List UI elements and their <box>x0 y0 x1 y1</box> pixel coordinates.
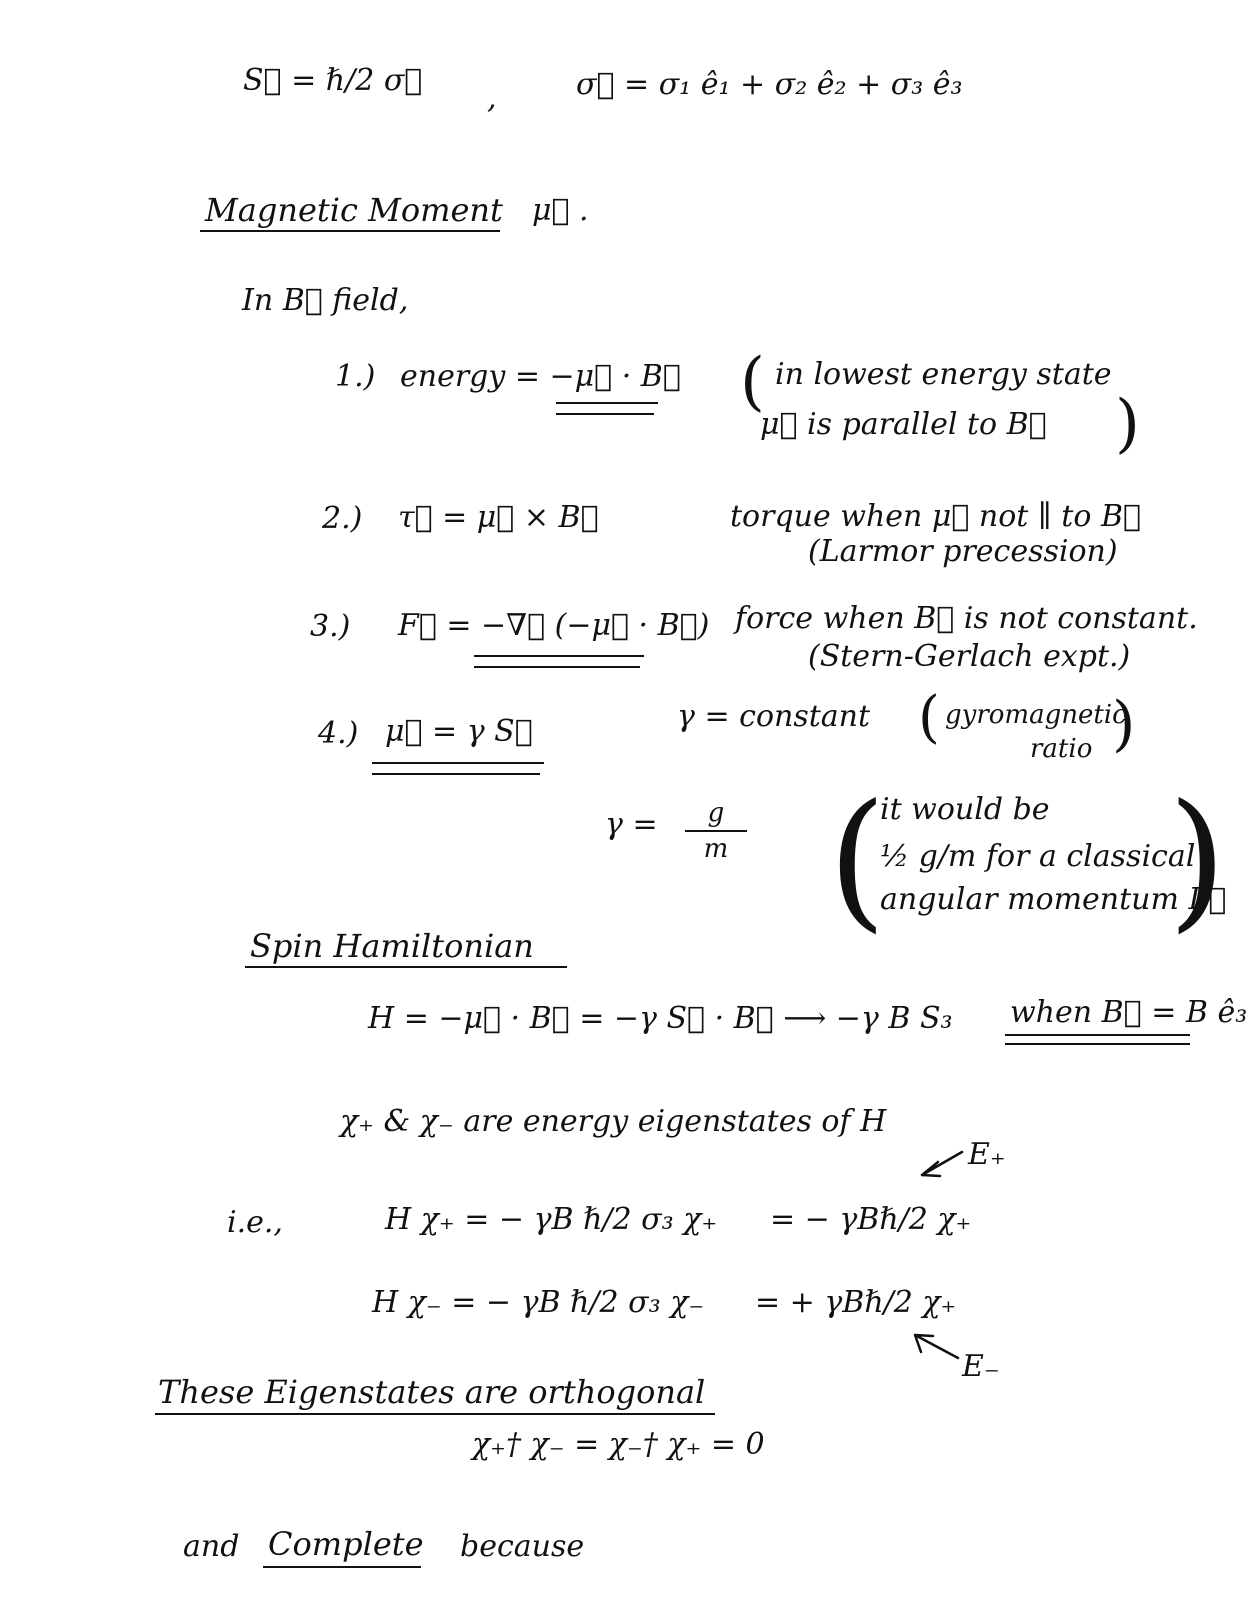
spin-hamiltonian-condition-underline-bottom <box>1005 1043 1190 1045</box>
separator-comma: , <box>487 81 497 116</box>
eigenstates-statement: χ₊ & χ₋ are energy eigenstates of H <box>340 1104 887 1139</box>
gamma-fraction <box>685 800 747 862</box>
orthogonal-underline <box>155 1413 715 1415</box>
spin-hamiltonian-heading: Spin Hamiltonian <box>250 927 534 965</box>
magnetic-moment-underline <box>200 230 500 232</box>
orthogonal-equation: χ₊† χ₋ = χ₋† χ₊ = 0 <box>472 1427 765 1462</box>
eigen-eq2-rhs: = + γBℏ/2 χ₊ <box>755 1285 957 1320</box>
eigen-eq1-lhs: H χ₊ = − γB ℏ/2 σ₃ χ₊ <box>385 1202 718 1237</box>
item-4-underline-bottom <box>372 773 540 775</box>
item-1-note-open-paren: ( <box>740 345 765 419</box>
item-2-note-line2: (Larmor precession) <box>808 534 1118 569</box>
eigen-eq2-lhs: H χ₋ = − γB ℏ/2 σ₃ χ₋ <box>372 1285 705 1320</box>
gamma-note-line1: it would be <box>880 792 1050 827</box>
field-intro: In B⃗ field, <box>242 283 409 318</box>
item-3-equation: F⃗ = −∇⃗ (−μ⃗ · B⃗) <box>398 608 710 643</box>
e-minus-label: E₋ <box>962 1349 1000 1384</box>
gamma-note-close-paren: ) <box>1168 773 1227 947</box>
sigma-definition: σ⃗ = σ₁ ê₁ + σ₂ ê₂ + σ₃ ê₃ <box>576 67 963 102</box>
item-3-underline-top <box>474 655 644 657</box>
item-3-note-line1: force when B⃗ is not constant. <box>735 601 1198 636</box>
item-3-number: 3.) <box>310 609 351 644</box>
spin-definition: S⃗ = ℏ/2 σ⃗ <box>243 63 423 98</box>
item-4-note-open-paren: ( <box>918 685 940 750</box>
item-4-note-close-paren: ) <box>1112 689 1136 759</box>
item-1-number: 1.) <box>335 359 376 394</box>
item-4-note-ratio: ratio <box>1030 734 1093 764</box>
gamma-numerator: g <box>707 798 725 828</box>
ie-label: i.e., <box>227 1205 283 1240</box>
complete-because: because <box>460 1529 585 1564</box>
complete-word: Complete <box>268 1525 424 1563</box>
gamma-note-line3: angular momentum L⃗ <box>880 882 1227 917</box>
item-1-underline-bottom <box>556 413 654 415</box>
spin-hamiltonian-condition-underline-top <box>1005 1034 1190 1036</box>
orthogonal-heading: These Eigenstates are orthogonal <box>158 1373 706 1411</box>
item-3-note-line2: (Stern-Gerlach expt.) <box>808 639 1131 674</box>
e-minus-arrow-icon <box>915 1335 958 1358</box>
item-1-equation: energy = −μ⃗ · B⃗ <box>400 359 681 394</box>
complete-and: and <box>183 1529 240 1564</box>
item-2-number: 2.) <box>322 501 363 536</box>
spin-hamiltonian-equation: H = −μ⃗ · B⃗ = −γ S⃗ · B⃗ ⟶ −γ B S₃ <box>368 1001 953 1036</box>
item-4-note-gyromagnetic: gyromagnetic <box>945 700 1127 730</box>
item-1-note-line2: μ⃗ is parallel to B⃗ <box>760 407 1047 442</box>
gamma-fraction-bar <box>685 830 747 832</box>
item-2-note-line1: torque when μ⃗ not ∥ to B⃗ <box>730 499 1141 534</box>
item-4-underline-top <box>372 762 544 764</box>
item-1-note-close-paren: ) <box>1115 387 1140 461</box>
magnetic-moment-heading: Magnetic Moment <box>205 191 503 229</box>
item-2-equation: τ⃗ = μ⃗ × B⃗ <box>398 500 599 535</box>
e-plus-label: E₊ <box>968 1137 1006 1172</box>
spin-hamiltonian-underline <box>245 966 567 968</box>
complete-underline <box>263 1566 421 1568</box>
gamma-denominator: m <box>703 834 729 864</box>
item-4-note-line1: γ = constant <box>677 699 871 734</box>
e-plus-arrow-icon <box>922 1152 962 1176</box>
magnetic-moment-symbol: μ⃗ . <box>532 193 589 228</box>
gamma-lhs: γ = <box>605 807 658 842</box>
spin-hamiltonian-condition: when B⃗ = B ê₃ <box>1010 995 1248 1030</box>
item-4-number: 4.) <box>318 716 359 751</box>
item-1-underline-top <box>556 402 658 404</box>
gamma-note-line2: ½ g/m for a classical <box>880 839 1196 874</box>
gamma-note-open-paren: ( <box>828 773 887 947</box>
item-1-note-line1: in lowest energy state <box>775 357 1112 392</box>
eigen-eq1-rhs: = − γBℏ/2 χ₊ <box>770 1202 972 1237</box>
item-4-equation: μ⃗ = γ S⃗ <box>385 714 533 749</box>
item-3-underline-bottom <box>474 666 640 668</box>
